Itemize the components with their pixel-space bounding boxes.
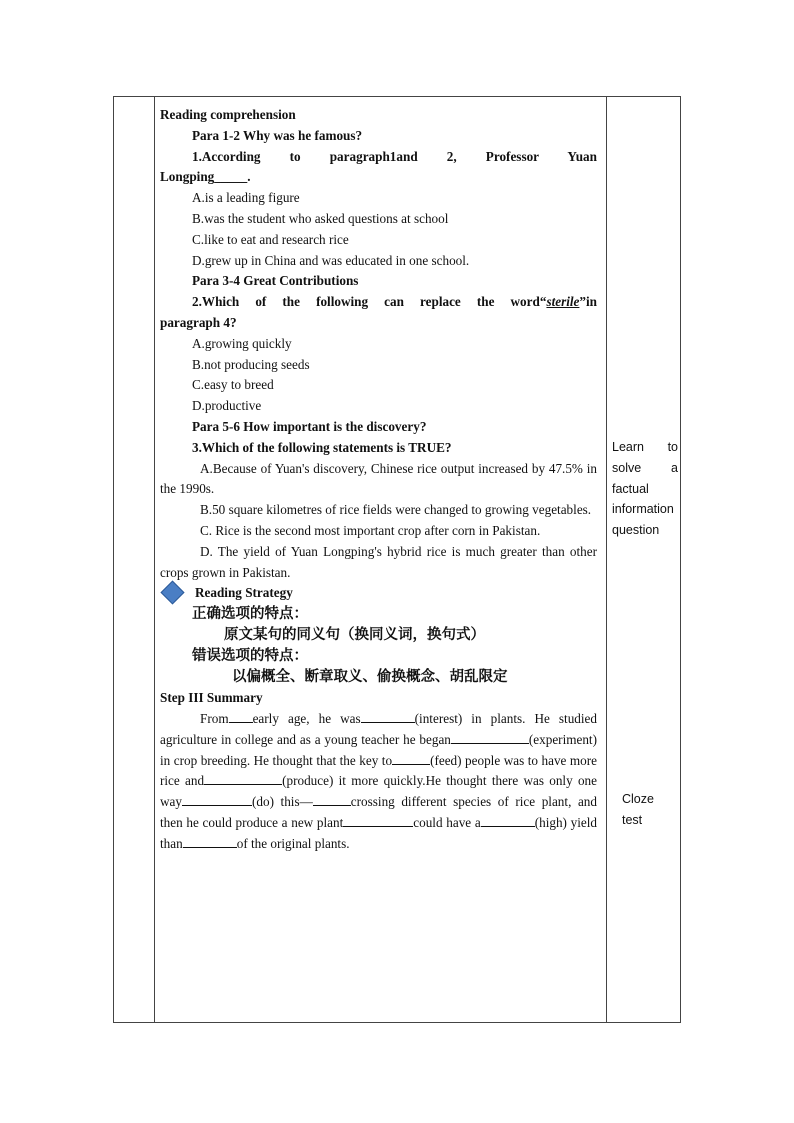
cloze-blank[interactable] [182, 793, 252, 806]
lesson-content [160, 105, 597, 855]
summary-text: early age, he was [252, 710, 361, 726]
q2-option-b: B.not producing seeds [192, 356, 310, 372]
summary-text: (feed) people was to have more rice and [160, 752, 597, 789]
cloze-blank[interactable] [229, 710, 253, 723]
summary-text: of the original plants. [236, 835, 350, 851]
summary-text: (produce) it more quickly.He thought there was only one way [160, 773, 598, 810]
strategy-wrong-detail: 以偏概全、断章取义、偷换概念、胡乱限定 [232, 669, 508, 686]
summary-text: (experiment) in crop breeding. He thought that the key to [160, 731, 597, 768]
question-2-line-1 [160, 292, 597, 313]
question-1-line-2: Longping_____. [160, 169, 251, 185]
q1-option-a: A.is a leading figure [192, 190, 300, 206]
para-1-2-heading: Para 1-2 Why was he famous? [192, 127, 363, 143]
q3-option-b: B.50 square kilometres of rice fields were changed to growing vegetables. [200, 502, 592, 518]
q2-text-end: ”in [579, 294, 597, 310]
q1-option-b: B.was the student who asked questions at school [192, 210, 449, 226]
strategy-correct-detail: 原文某句的同义句（换同义词，换句式） [224, 627, 485, 644]
q2-option-d: D.productive [192, 398, 262, 414]
summary-cloze-text [160, 709, 597, 855]
side-note-cloze: Cloze test [622, 792, 654, 827]
cloze-blank[interactable] [204, 772, 282, 785]
q2-option-c: C.easy to breed [192, 377, 274, 393]
column-divider [154, 97, 155, 1022]
column-divider [606, 97, 607, 1022]
cloze-blank[interactable] [481, 814, 535, 827]
cloze-blank[interactable] [343, 814, 413, 827]
q2-text: 2.Which of the following can replace the word“ [192, 294, 547, 310]
summary-text: (high) yield than [160, 814, 597, 851]
cloze-blank[interactable] [361, 710, 415, 723]
lesson-table [113, 96, 681, 1023]
para-3-4-heading: Para 3-4 Great Contributions [192, 273, 359, 289]
side-note-factual: Learn to solve a factual information question [612, 440, 678, 538]
para-5-6-heading: Para 5-6 How important is the discovery? [192, 418, 427, 434]
summary-text: (interest) in plants. He studied agriculture in college and as a young teacher he began [160, 710, 597, 747]
cloze-blank[interactable] [313, 793, 351, 806]
section-heading: Reading comprehension [160, 107, 296, 122]
q3-option-a: A.Because of Yuan's discovery, Chinese rice output increased by 47.5% in the 1990s. [160, 460, 597, 497]
q2-option-a: A.growing quickly [192, 335, 292, 351]
strategy-title: Reading Strategy [195, 585, 293, 601]
question-3: 3.Which of the following statements is TRUE? [192, 439, 452, 455]
q1-option-c: C.like to eat and research rice [192, 231, 349, 247]
strategy-correct-label: 正确选项的特点： [192, 606, 308, 623]
q2-keyword: sterile [546, 294, 580, 310]
question-2-line-2: paragraph 4? [160, 314, 237, 330]
summary-text: From [200, 710, 229, 726]
summary-text: (do) this— [251, 794, 313, 810]
summary-text: crossing different species of rice plant, and then he could produce a new plant [160, 794, 597, 830]
summary-heading: Step III Summary [160, 690, 263, 706]
cloze-blank[interactable] [183, 835, 237, 848]
summary-text: could have a [413, 814, 481, 830]
strategy-wrong-label: 错误选项的特点： [192, 648, 308, 665]
cloze-blank[interactable] [451, 731, 529, 744]
diamond-bullet-icon [160, 580, 184, 604]
question-1-line-1: 1.According to paragraph1and 2, Professor Yuan [192, 148, 597, 164]
q1-option-d: D.grew up in China and was educated in one school. [192, 252, 470, 268]
q3-option-d: D. The yield of Yuan Longping's hybrid rice is much greater than other crops grown in Pakistan. [160, 543, 597, 580]
q3-option-c: C. Rice is the second most important crop after corn in Pakistan. [200, 522, 541, 538]
cloze-blank[interactable] [392, 752, 430, 765]
strategy-heading [160, 583, 597, 604]
